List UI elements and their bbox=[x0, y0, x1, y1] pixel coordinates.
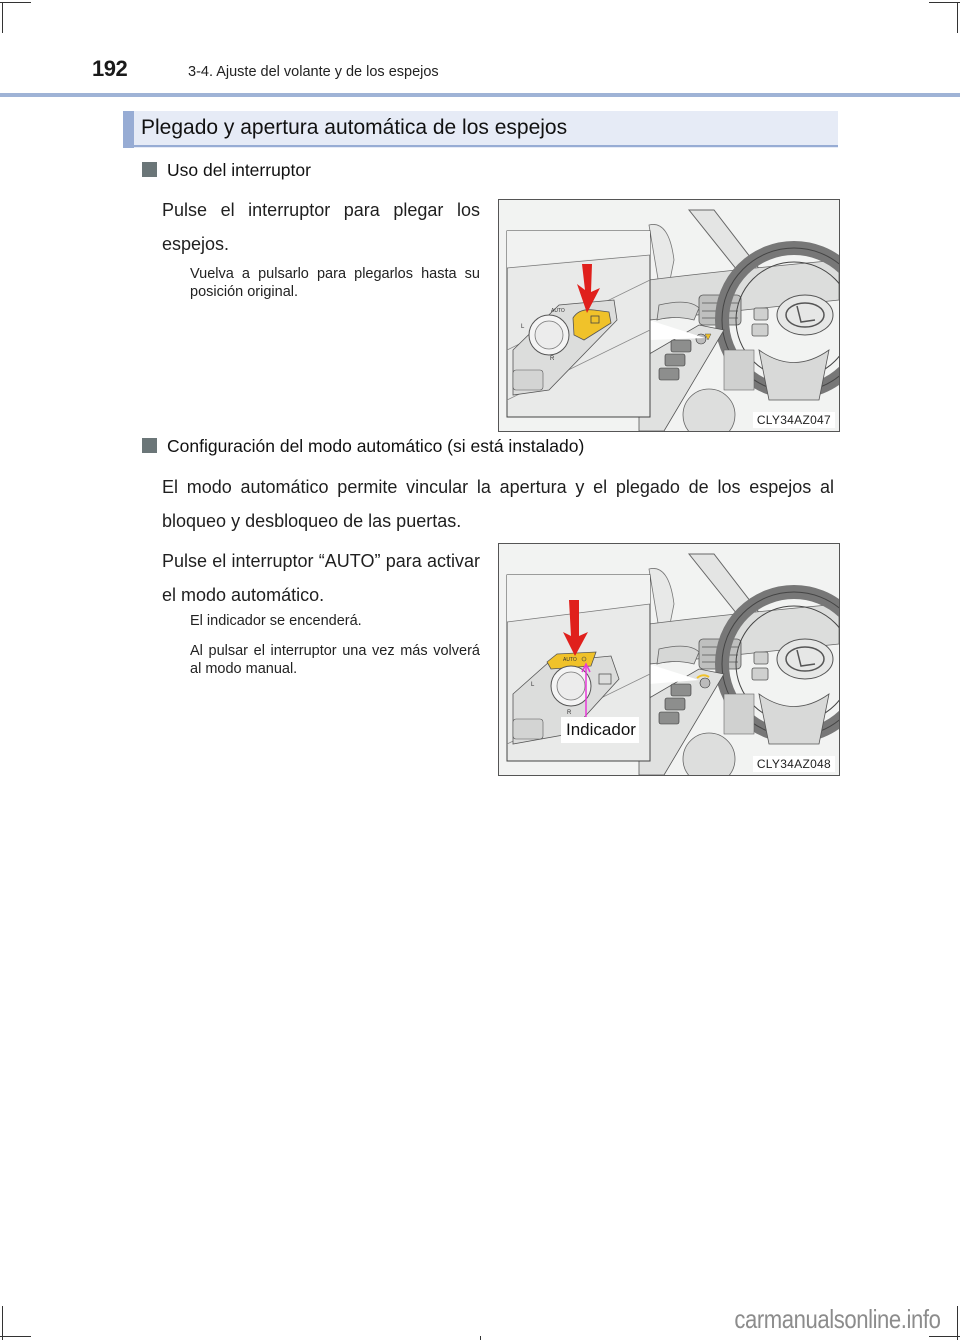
note-text-1: Vuelva a pulsarlo para plegarlos hasta su posición original. bbox=[190, 266, 480, 300]
subsection-heading-2 bbox=[142, 436, 584, 457]
crop-mark-tr-h bbox=[929, 2, 960, 3]
instruction-text-2: Pulse el interruptor “AUTO” para activar el modo automático. bbox=[162, 551, 480, 605]
crop-mark-bl-v bbox=[2, 1306, 3, 1340]
svg-text:AUTO: AUTO bbox=[551, 308, 565, 314]
note-text-2b: Al pulsar el interruptor una vez más volverá al modo manual. bbox=[190, 643, 480, 677]
page-number: 192 bbox=[92, 56, 128, 81]
square-bullet-icon bbox=[142, 162, 157, 177]
section-accent bbox=[123, 111, 134, 148]
crop-mark-bl-h bbox=[0, 1336, 31, 1337]
instruction-text-1: Pulse el interruptor para plegar los espejos. bbox=[162, 200, 480, 254]
section-title: Plegado y apertura automática de los espejos bbox=[141, 116, 568, 139]
crop-mark-tr-v bbox=[957, 2, 958, 33]
svg-text:L: L bbox=[521, 324, 525, 330]
figure-code: CLY34AZ047 bbox=[753, 412, 835, 428]
running-head: 3-4. Ajuste del volante y de los espejos bbox=[188, 64, 439, 80]
svg-text:AUTO: AUTO bbox=[563, 657, 577, 663]
subsection-heading-1 bbox=[142, 160, 311, 181]
dashboard-illustration bbox=[499, 544, 839, 775]
figure-mirror-fold-switch bbox=[498, 199, 840, 432]
watermark: carmanualsonline.info bbox=[733, 1304, 940, 1334]
svg-text:L: L bbox=[531, 682, 535, 688]
square-bullet-icon bbox=[142, 438, 157, 453]
intro-text-2: El modo automático permite vincular la apertura y el plegado de los espejos al bloqueo y desbloqueo de las puertas. bbox=[162, 477, 834, 531]
svg-text:R: R bbox=[550, 356, 555, 362]
indicator-callout-label: Indicador bbox=[566, 720, 636, 739]
crop-mark-tl-v bbox=[2, 2, 3, 33]
svg-text:R: R bbox=[567, 710, 572, 716]
section-title-bar bbox=[123, 111, 838, 148]
subsection-heading-text: Configuración del modo automático (si está instalado) bbox=[167, 436, 585, 456]
dashboard-illustration bbox=[499, 200, 839, 431]
crop-mark-tl-h bbox=[0, 2, 31, 3]
crop-mark-center-bottom bbox=[480, 1336, 481, 1340]
crop-mark-br-v bbox=[957, 1306, 958, 1340]
section-underline bbox=[134, 145, 838, 147]
note-text-2a: El indicador se encenderá. bbox=[190, 613, 362, 629]
figure-code: CLY34AZ048 bbox=[753, 756, 835, 772]
crop-mark-br-h bbox=[929, 1336, 960, 1337]
header-rule bbox=[0, 93, 960, 97]
subsection-heading-text: Uso del interruptor bbox=[167, 160, 311, 180]
figure-auto-mode-switch bbox=[498, 543, 840, 776]
